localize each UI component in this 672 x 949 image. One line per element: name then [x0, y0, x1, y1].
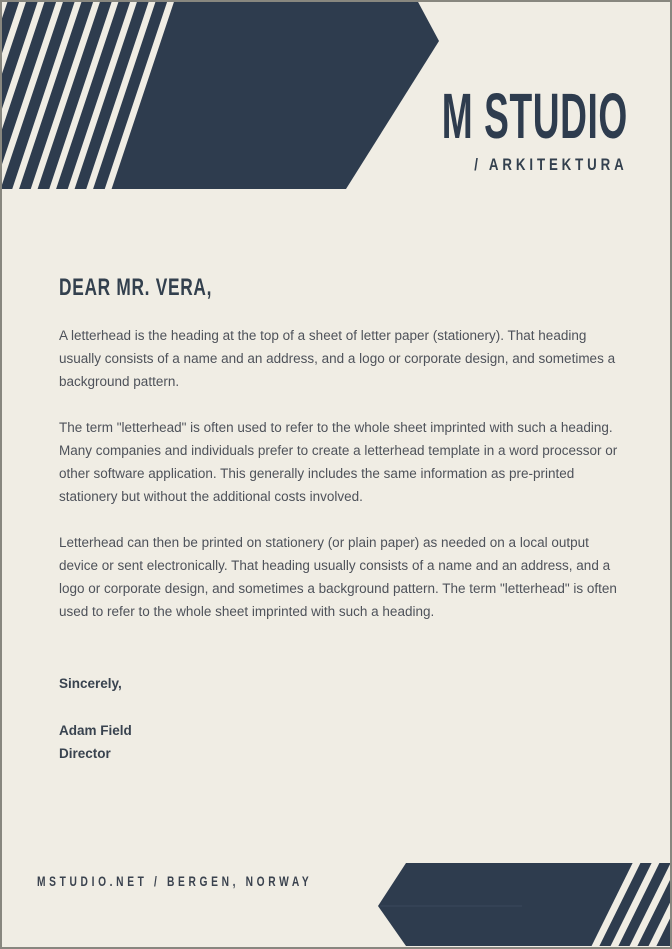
brand-name: M STUDIO — [441, 80, 628, 152]
letter-paragraph: Letterhead can then be printed on stationery (or plain paper) as needed on a local output device or sent electronically. That heading usually consists of a name and an address, and a logo or corporate design, and sometimes a background pattern. The term "letterhead" is often used to refer to the whole sheet imprinted with such a heading. — [59, 535, 617, 619]
footer-banner-decoration — [372, 858, 672, 949]
letter-paragraph: A letterhead is the heading at the top of a sheet of letter paper (stationery). That heading usually consists of a name and an address, and a logo or corporate design, and sometimes a background pattern. — [59, 328, 616, 389]
signature-name: Adam Field — [59, 723, 132, 738]
letter-body — [59, 324, 631, 646]
letter-paragraph: The term "letterhead" is often used to refer to the whole sheet imprinted with such a heading. Many companies and individuals prefer to create a letterhead template in a word processor or other software application. This generally includes the same information as pre-printed stationery but without the additional costs involved. — [59, 420, 618, 504]
signature-block — [59, 719, 132, 765]
salutation: DEAR MR. VERA, — [59, 274, 213, 301]
footer-contact-text: MSTUDIO.NET / BERGEN, NORWAY — [37, 873, 313, 889]
signature-title: Director — [59, 746, 111, 761]
brand-block — [307, 80, 628, 175]
closing: Sincerely, — [59, 676, 122, 691]
brand-tagline: / ARKITEKTURA — [474, 155, 628, 174]
